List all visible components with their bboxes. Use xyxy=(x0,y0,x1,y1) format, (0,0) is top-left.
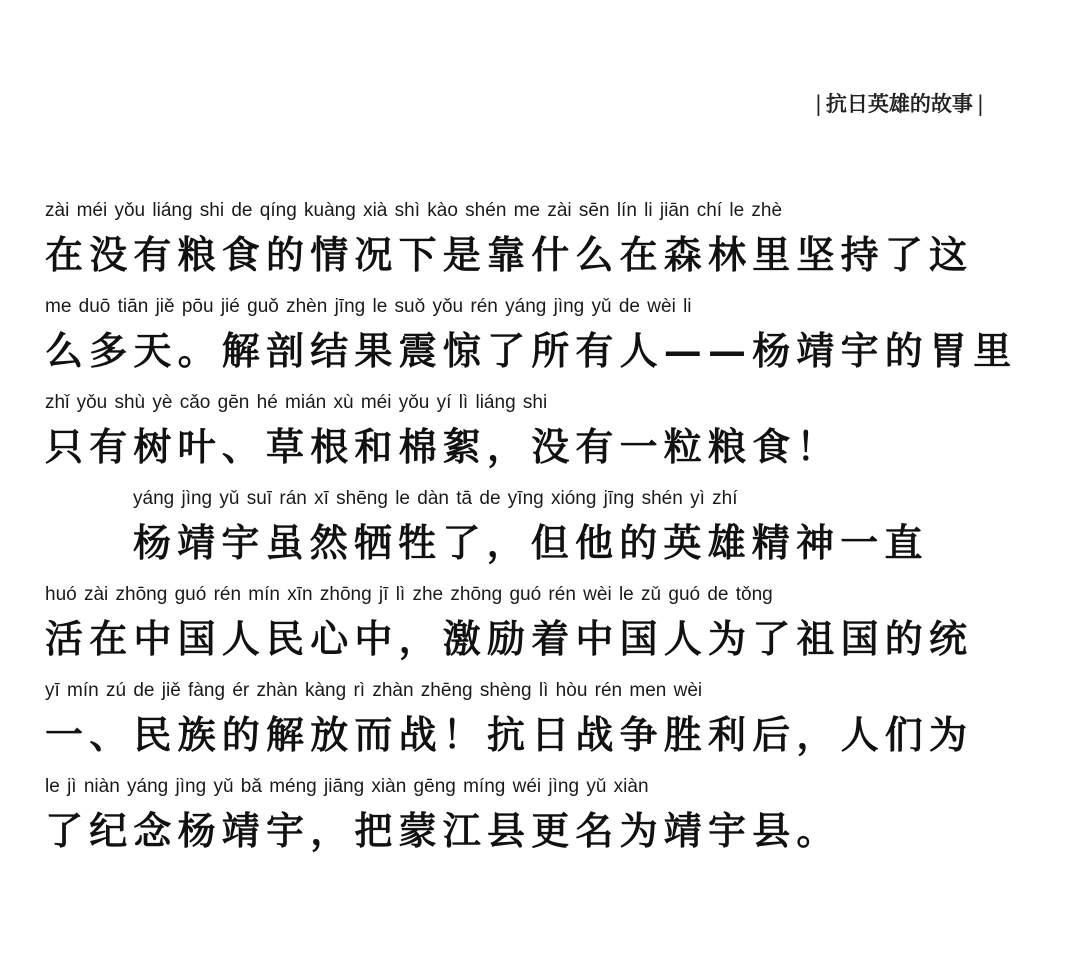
pinyin-line: huó zài zhōng guó rén mín xīn zhōng jī lì zhe zhōng guó rén wèi le zǔ guó de tǒng xyxy=(45,584,773,605)
pinyin-line: zài méi yǒu liáng shi de qíng kuàng xià shì kào shén me zài sēn lín li jiān chí le zhè xyxy=(45,200,783,221)
pinyin-line: zhǐ yǒu shù yè cǎo gēn hé mián xù méi yǒu yí lì liáng shi xyxy=(45,392,548,413)
hanzi-line: 活在中国人民心中，激励着中国人为了祖国的统 xyxy=(45,616,974,661)
pinyin-line: le jì niàn yáng jìng yǔ bǎ méng jiāng xiàn gēng míng wéi jìng yǔ xiàn xyxy=(45,776,649,797)
hanzi-line: 了纪念杨靖宇，把蒙江县更名为靖宇县。 xyxy=(45,808,841,853)
pinyin-line: yī mín zú de jiě fàng ér zhàn kàng rì zhàn zhēng shèng lì hòu rén men wèi xyxy=(45,680,703,701)
divider-right: | xyxy=(976,92,984,116)
divider-left: | xyxy=(814,92,822,116)
hanzi-line: 一、民族的解放而战！抗日战争胜利后，人们为 xyxy=(45,712,974,757)
series-title-tag xyxy=(811,88,988,118)
pinyin-line: me duō tiān jiě pōu jié guǒ zhèn jīng le suǒ yǒu rén yáng jìng yǔ de wèi li xyxy=(45,296,692,317)
hanzi-line: 只有树叶、草根和棉絮，没有一粒粮食！ xyxy=(45,424,841,469)
hanzi-line: 杨靖宇虽然牺牲了，但他的英雄精神一直 xyxy=(133,520,929,565)
series-title: 抗日英雄的故事 xyxy=(825,92,973,116)
hanzi-line: 么多天。解剖结果震惊了所有人——杨靖宇的胃里 xyxy=(45,328,1018,373)
pinyin-line: yáng jìng yǔ suī rán xī shēng le dàn tā de yīng xióng jīng shén yì zhí xyxy=(133,488,738,509)
hanzi-line: 在没有粮食的情况下是靠什么在森林里坚持了这 xyxy=(45,232,974,277)
